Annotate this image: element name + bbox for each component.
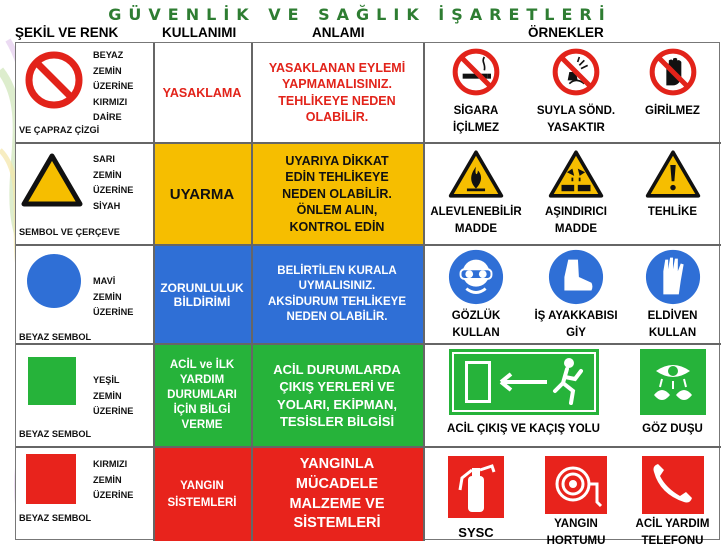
shape-color-cell bbox=[16, 246, 153, 343]
shape-color-cell bbox=[16, 448, 153, 541]
example-caption: YANGIN HORTUMU bbox=[546, 518, 606, 547]
fire-hose-icon bbox=[545, 456, 607, 514]
fire-extinguisher-icon bbox=[448, 456, 504, 518]
meaning-cell: ACİL DURUMLARDA ÇIKIŞ YERLERİ VE YOLARI, EKİPMAN, TESİSLER BİLGİSİ bbox=[251, 345, 423, 446]
eye-shower-icon bbox=[640, 349, 706, 415]
example-fire-hose bbox=[526, 456, 626, 547]
example-corrosive bbox=[526, 148, 626, 244]
header-usage: KULLANIMI bbox=[162, 25, 237, 40]
emergency-exit-icon bbox=[449, 349, 599, 415]
red-square-icon bbox=[26, 454, 76, 504]
example-emergency-exit bbox=[426, 349, 621, 445]
green-square-icon bbox=[28, 357, 76, 405]
table-row-fire bbox=[16, 448, 721, 547]
shape-description: BEYAZ ZEMİN ÜZERİNE KIRMIZI DAİRE bbox=[93, 50, 134, 122]
example-fire-extinguisher bbox=[446, 456, 506, 541]
safety-signs-table bbox=[15, 42, 720, 547]
no-water-extinguish-icon bbox=[551, 47, 601, 97]
example-caption: TEHLİKE bbox=[647, 206, 698, 218]
example-caption: ELDİVEN KULLAN bbox=[647, 310, 698, 339]
example-goggles bbox=[426, 248, 526, 344]
header-meaning: ANLAMI bbox=[312, 25, 365, 40]
example-no-water-extinguish bbox=[526, 47, 626, 142]
example-caption: GÖZLÜK KULLAN bbox=[451, 310, 501, 339]
emergency-phone-icon bbox=[642, 456, 704, 514]
blue-circle-icon bbox=[24, 251, 84, 311]
meaning-cell: BELİRTİLEN KURALA UYMALISINIZ. AKSİDURUM TEHLİKEYE NEDEN OLABİLİR. bbox=[251, 246, 423, 343]
no-smoking-icon bbox=[451, 47, 501, 97]
header-shape-color: ŞEKİL VE RENK bbox=[15, 25, 119, 40]
column-divider bbox=[423, 43, 425, 541]
shape-description: KIRMIZI ZEMİN ÜZERİNE bbox=[93, 459, 134, 500]
example-caption: SUYLA SÖND. YASAKTIR bbox=[536, 105, 616, 134]
example-caption: GÖZ DUŞU bbox=[642, 423, 703, 435]
shape-description: MAVİ ZEMİN ÜZERİNE bbox=[93, 276, 134, 317]
header-examples: ÖRNEKLER bbox=[528, 25, 604, 40]
shape-color-cell bbox=[16, 43, 153, 142]
example-caption: SYSC bbox=[458, 525, 494, 540]
shape-description: YEŞİL ZEMİN ÜZERİNE bbox=[93, 375, 134, 416]
table-row-warning bbox=[16, 144, 721, 246]
safety-boot-icon bbox=[547, 248, 605, 306]
danger-exclamation-icon bbox=[644, 148, 702, 200]
gloves-icon bbox=[644, 248, 702, 306]
example-caption: ACİL ÇIKIŞ VE KAÇIŞ YOLU bbox=[447, 423, 600, 435]
example-danger bbox=[624, 148, 721, 244]
usage-cell: ZORUNLULUK BİLDİRİMİ bbox=[153, 246, 251, 343]
shape-color-cell bbox=[16, 345, 153, 446]
example-caption: ALEVLENEBİLİR MADDE bbox=[430, 206, 522, 235]
example-no-smoking bbox=[426, 47, 526, 142]
usage-cell: ACİL ve İLK YARDIM DURUMLARI İÇİN BİLGİ VERME bbox=[153, 345, 251, 446]
table-row-prohibition bbox=[16, 43, 721, 144]
table-row-emergency bbox=[16, 345, 721, 448]
yellow-triangle-icon bbox=[20, 152, 84, 208]
goggles-icon bbox=[447, 248, 505, 306]
shape-bottom-label: VE ÇAPRAZ ÇİZGİ bbox=[19, 125, 100, 135]
meaning-cell: UYARIYA DİKKAT EDİN TEHLİKEYE NEDEN OLABİLİR. ÖNLEM ALIN, KONTROL EDİN bbox=[251, 144, 423, 244]
meaning-cell: YANGINLA MÜCADELE MALZEME VE SİSTEMLERİ bbox=[251, 448, 423, 541]
example-caption: SİGARA İÇİLMEZ bbox=[453, 105, 499, 134]
example-caption: AŞINDIRICI MADDE bbox=[545, 206, 607, 235]
example-no-entry bbox=[624, 47, 721, 142]
usage-cell: YASAKLAMA bbox=[162, 85, 242, 100]
example-gloves bbox=[624, 248, 721, 344]
column-divider bbox=[251, 43, 253, 541]
shape-bottom-label: SEMBOL VE ÇERÇEVE bbox=[19, 227, 120, 237]
column-divider bbox=[153, 43, 155, 541]
no-entry-hand-icon bbox=[648, 47, 698, 97]
shape-bottom-label: BEYAZ SEMBOL bbox=[19, 429, 92, 439]
meaning-cell: YASAKLANAN EYLEMİ YAPMAMALISINIZ. TEHLİKEYE NEDEN OLABİLİR. bbox=[268, 60, 406, 124]
shape-bottom-label: BEYAZ SEMBOL bbox=[19, 332, 92, 342]
red-crossed-circle-icon bbox=[24, 50, 84, 110]
example-safety-boot bbox=[526, 248, 626, 344]
page-title: GÜVENLİK VE SAĞLIK İŞARETLERİ bbox=[108, 5, 612, 24]
table-row-mandatory bbox=[16, 246, 721, 345]
shape-description: SARI ZEMİN ÜZERİNE SİYAH bbox=[93, 154, 134, 211]
usage-cell: UYARMA bbox=[153, 144, 251, 244]
flammable-icon bbox=[447, 148, 505, 200]
example-caption: ACİL YARDIM TELEFONU bbox=[635, 518, 710, 547]
corrosive-icon bbox=[547, 148, 605, 200]
example-caption: İŞ AYAKKABISI GİY bbox=[534, 310, 618, 339]
example-emergency-phone bbox=[624, 456, 721, 547]
shape-bottom-label: BEYAZ SEMBOL bbox=[19, 513, 92, 523]
shape-color-cell bbox=[16, 144, 153, 244]
usage-cell: YANGIN SİSTEMLERİ bbox=[153, 448, 251, 541]
example-flammable bbox=[426, 148, 526, 244]
example-caption: GİRİLMEZ bbox=[645, 105, 700, 117]
example-eye-shower bbox=[624, 349, 721, 445]
